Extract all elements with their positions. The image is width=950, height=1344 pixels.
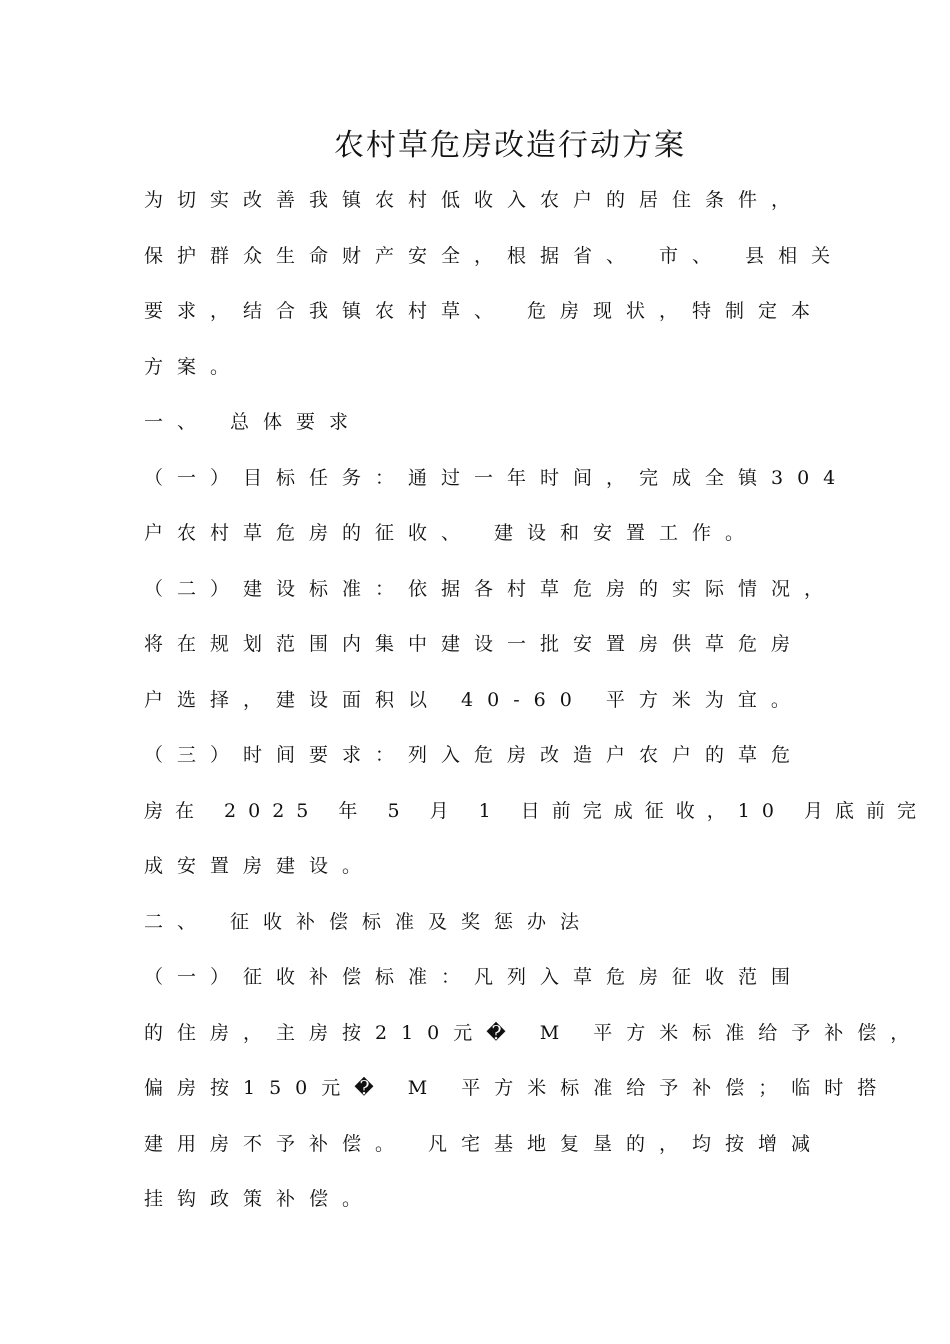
paragraph-line: 户选择，建设面积以 40-60 平方米为宜。 (144, 689, 804, 711)
paragraph-line: 建用房不予补偿。 凡宅基地复垦的，均按增减 (144, 1133, 825, 1155)
paragraph-line: 要求，结合我镇农村草、 危房现状，特制定本 (144, 300, 825, 322)
paragraph-line: （二）建设标准：依据各村草危房的实际情况， (144, 578, 838, 600)
paragraph-line: 成安置房建设。 (144, 855, 376, 877)
paragraph-line: 为切实改善我镇农村低收入农户的居住条件， (144, 189, 805, 211)
paragraph-line: 户农村草危房的征收、 建设和安置工作。 (144, 522, 759, 544)
document-title: 农村草危房改造行动方案 (334, 128, 686, 163)
section-heading: 二、 征收补偿标准及奖惩办法 (144, 911, 594, 933)
section-heading: 一、 总体要求 (144, 411, 363, 433)
paragraph-line: （一）目标任务：通过一年时间，完成全镇304 (144, 467, 850, 489)
paragraph-line: （三）时间要求：列入危房改造户农户的草危 (144, 744, 805, 766)
paragraph-line: 偏房按150元� M 平方米标准给予补偿；临时搭 (144, 1077, 891, 1099)
paragraph-line: 保护群众生命财产安全，根据省、 市、 县相关 (144, 245, 845, 267)
paragraph-line: （一）征收补偿标准：凡列入草危房征收范围 (144, 966, 805, 988)
paragraph-line: 挂钩政策补偿。 (144, 1188, 376, 1210)
paragraph-line: 方案。 (144, 356, 244, 378)
paragraph-line: 将在规划范围内集中建设一批安置房供草危房 (144, 633, 805, 655)
paragraph-line: 房在 2025 年 5 月 1 日前完成征收，10 月底前完 (144, 800, 928, 822)
paragraph-line: 的住房，主房按210元� M 平方米标准给予补偿， (144, 1022, 924, 1044)
